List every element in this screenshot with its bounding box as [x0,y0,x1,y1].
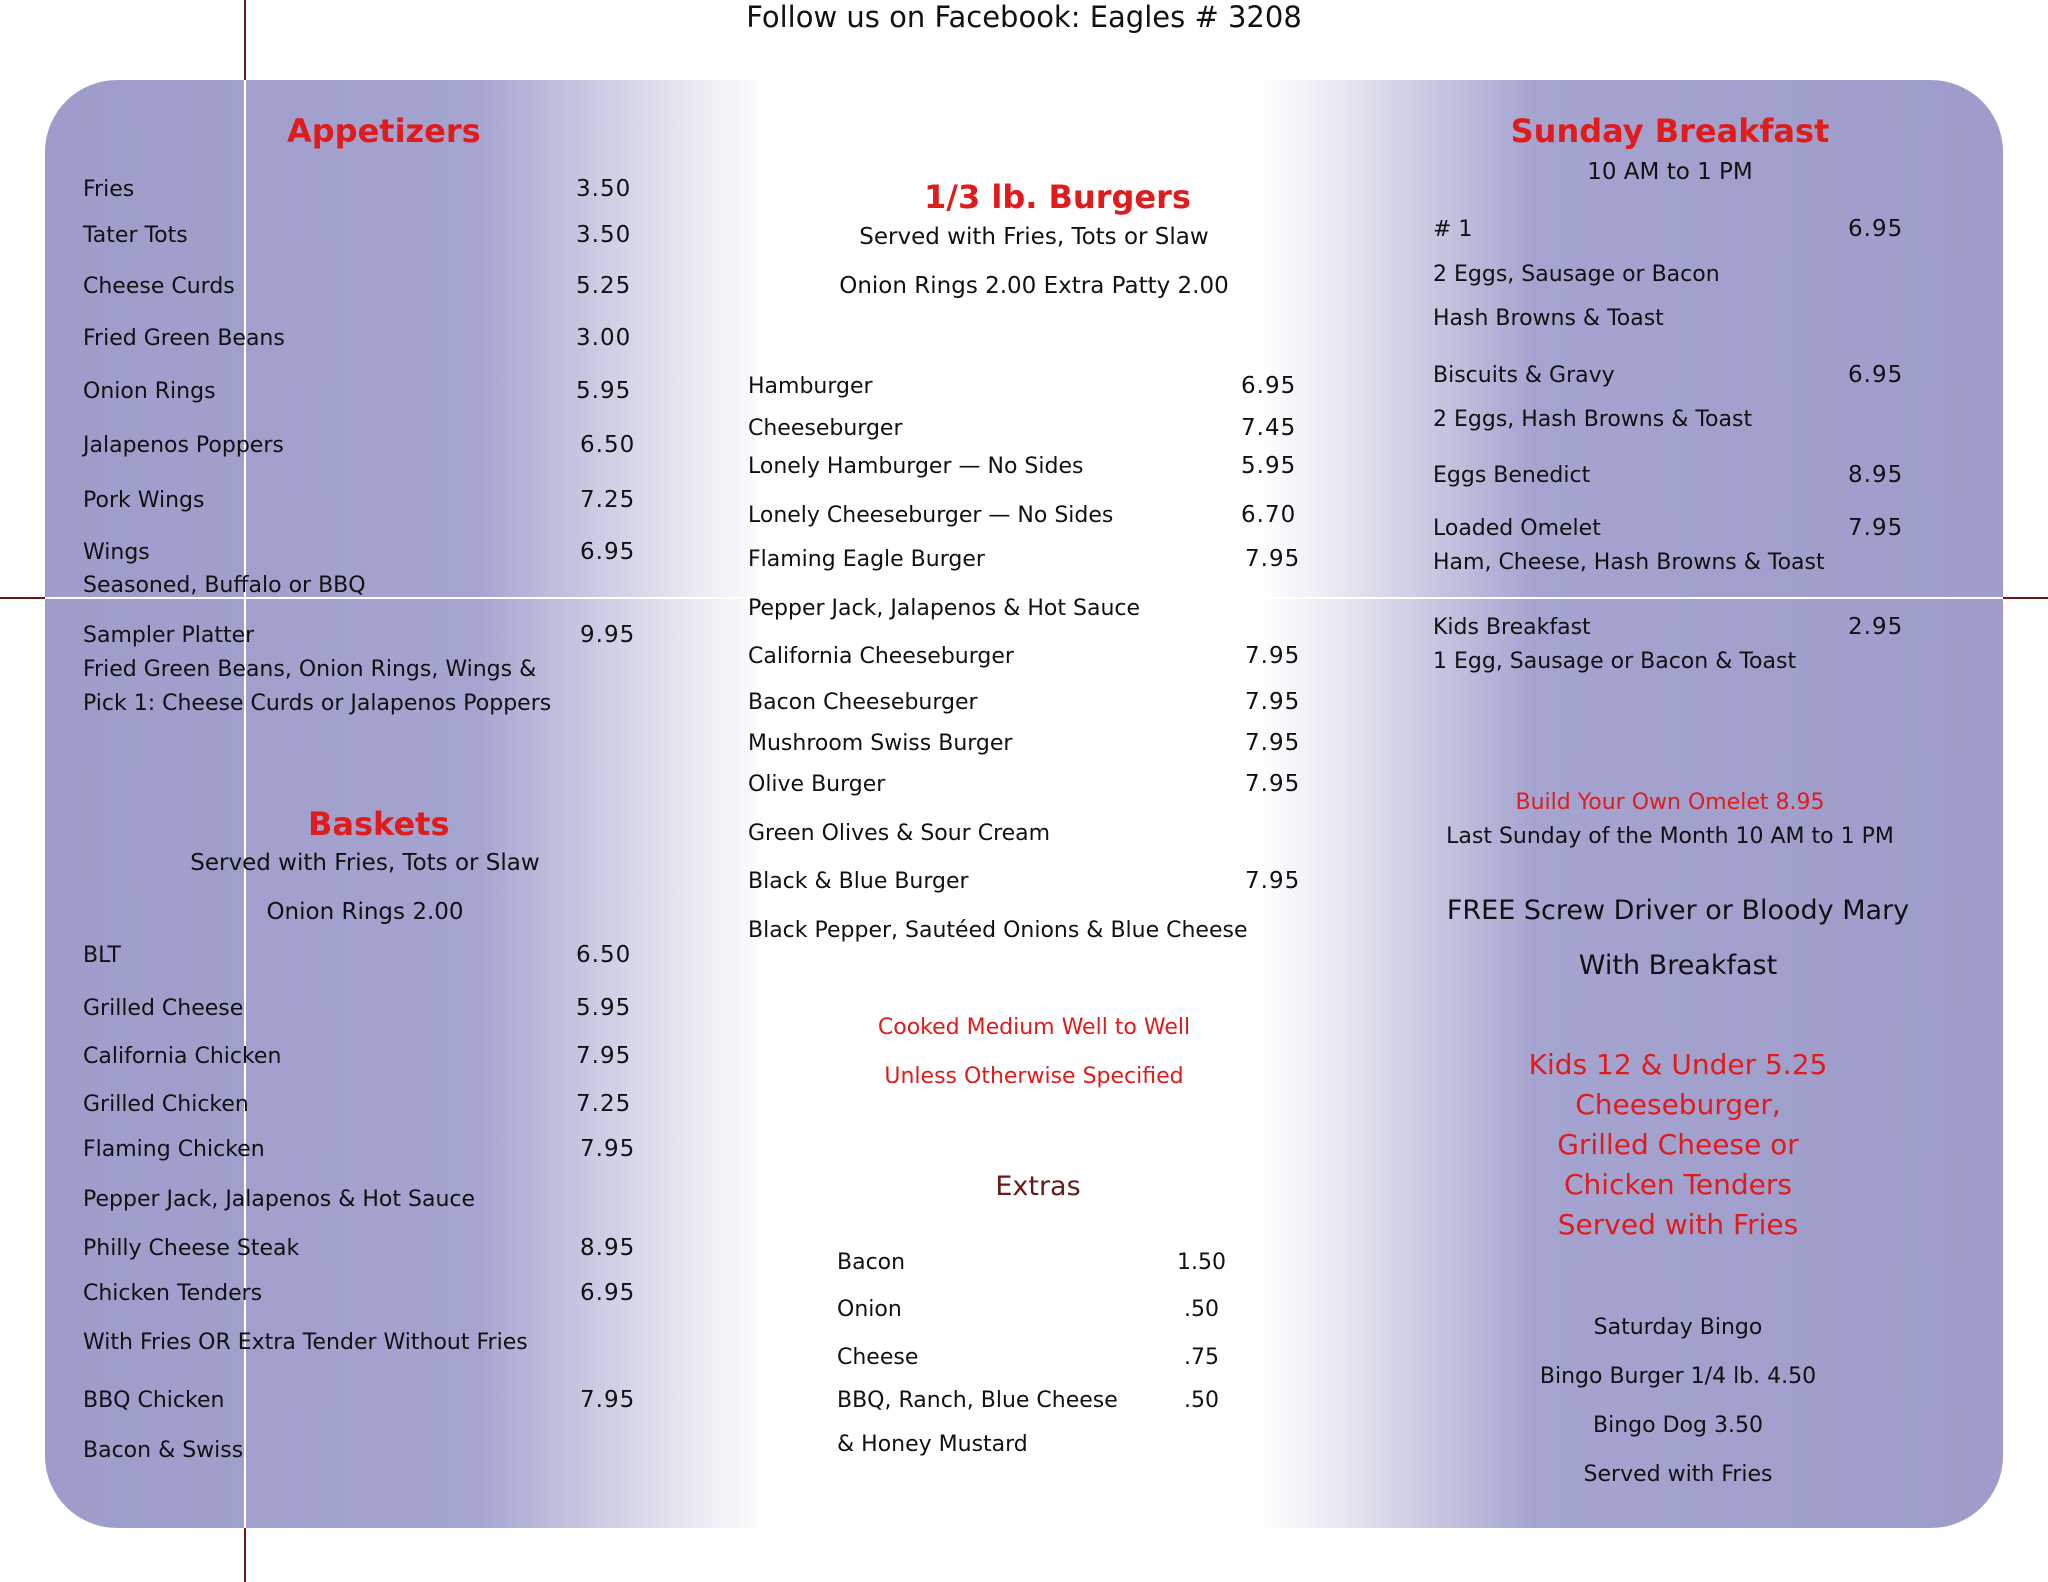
kids-menu-line: Kids 12 & Under 5.25 [1528,1048,1828,1081]
menu-item-price: 6.95 [1241,373,1297,399]
menu-item-name: Chicken Tenders [83,1281,263,1306]
menu-item-name: California Cheeseburger [748,644,1014,669]
extras-item-name: BBQ, Ranch, Blue Cheese [837,1388,1118,1413]
menu-item-desc: 2 Eggs, Sausage or Bacon [1433,262,1720,287]
cooked-note: Cooked Medium Well to Well [877,1015,1191,1040]
menu-item-name: Eggs Benedict [1433,463,1591,488]
menu-item-desc: Hash Browns & Toast [1433,306,1664,331]
menu-item-name: California Chicken [83,1044,282,1069]
menu-item-price: 7.95 [1245,546,1301,572]
menu-item-name: Pork Wings [83,488,205,513]
menu-item-price: 7.95 [1245,689,1301,715]
menu-item-name: Cheeseburger [748,416,903,441]
menu-item-price: 7.25 [576,1091,632,1117]
menu-item-name: Lonely Cheeseburger — No Sides [748,503,1114,528]
menu-item-price: 7.95 [580,1387,636,1413]
menu-item-name: Tater Tots [83,223,188,248]
extras-item-desc: & Honey Mustard [837,1432,1028,1457]
menu-item-price: 3.50 [576,222,632,248]
baskets-title: Baskets [308,805,450,843]
menu-item-price: 5.25 [576,273,632,299]
menu-item-desc: Black Pepper, Sautéed Onions & Blue Cheese [748,918,1248,943]
menu-item-name: Kids Breakfast [1433,615,1591,640]
menu-item-price: 7.95 [1245,868,1301,894]
appetizers-title: Appetizers [287,112,481,150]
menu-item-name: Cheese Curds [83,274,235,299]
menu-item-desc: Seasoned, Buffalo or BBQ [83,573,366,598]
burgers-note: Onion Rings 2.00 Extra Patty 2.00 [839,273,1229,299]
extras-item-name: Cheese [837,1345,919,1370]
bingo-line: Saturday Bingo [1593,1315,1763,1340]
menu-item-name: Sampler Platter [83,623,255,648]
menu-item-name: Jalapenos Poppers [83,433,284,458]
omelet-when: Last Sunday of the Month 10 AM to 1 PM [1446,824,1894,849]
free-drink-2: With Breakfast [1578,950,1778,981]
menu-item-desc: 1 Egg, Sausage or Bacon & Toast [1433,649,1797,674]
omelet-special: Build Your Own Omelet 8.95 [1515,790,1825,815]
kids-menu-line: Grilled Cheese or [1557,1128,1799,1161]
menu-item-name: Lonely Hamburger — No Sides [748,454,1084,479]
menu-item-name: Flaming Chicken [83,1137,265,1162]
menu-item-price: 6.95 [1848,216,1904,242]
menu-item-name: Bacon Cheeseburger [748,690,978,715]
kids-menu-line: Cheeseburger, [1575,1088,1781,1121]
menu-item-name: Wings [83,540,150,565]
menu-item-price: 8.95 [580,1235,636,1261]
menu-item-desc: Ham, Cheese, Hash Browns & Toast [1433,550,1825,575]
menu-item-name: Hamburger [748,374,873,399]
menu-item-price: 3.00 [576,325,632,351]
cooked-note-2: Unless Otherwise Specified [884,1064,1184,1089]
menu-item-name: Onion Rings [83,379,216,404]
menu-item-price: 5.95 [1241,453,1297,479]
menu-item-name: BBQ Chicken [83,1388,225,1413]
bingo-line: Bingo Dog 3.50 [1593,1413,1763,1438]
menu-item-desc: Fried Green Beans, Onion Rings, Wings & [83,657,537,682]
menu-item-price: 9.95 [580,622,636,648]
menu-item-name: Fried Green Beans [83,326,285,351]
menu-item-price: 3.50 [576,176,632,202]
menu-item-name: # 1 [1433,217,1473,242]
menu-item-price: 7.95 [1245,730,1301,756]
extras-title: Extras [995,1171,1081,1202]
menu-item-price: 8.95 [1848,462,1904,488]
burgers-subtitle: Served with Fries, Tots or Slaw [859,224,1209,250]
menu-item-price: 7.95 [580,1136,636,1162]
breakfast-hours: 10 AM to 1 PM [1587,159,1753,185]
menu-item-price: 7.45 [1241,415,1297,441]
menu-item-name: Olive Burger [748,772,886,797]
bingo-line: Bingo Burger 1/4 lb. 4.50 [1539,1364,1817,1389]
burgers-title: 1/3 lb. Burgers [924,178,1191,216]
menu-item-price: 6.95 [1848,362,1904,388]
menu-item-name: Grilled Cheese [83,996,244,1021]
menu-item-desc: Green Olives & Sour Cream [748,821,1051,846]
extras-item-price: 1.50 [1177,1250,1226,1275]
menu-item-name: Fries [83,177,135,202]
menu-item-price: 6.95 [580,539,636,565]
menu-item-name: Mushroom Swiss Burger [748,731,1013,756]
menu-item-name: BLT [83,943,121,968]
menu-item-name: Philly Cheese Steak [83,1236,300,1261]
menu-item-price: 7.95 [1245,643,1301,669]
menu-item-price: 6.70 [1241,502,1297,528]
menu-item-price: 7.95 [1245,771,1301,797]
menu-item-name: Bacon & Swiss [83,1438,244,1463]
menu-item-price: 7.25 [580,487,636,513]
kids-menu-line: Served with Fries [1557,1208,1799,1241]
menu-item-price: 7.95 [576,1043,632,1069]
menu-item-name: Flaming Eagle Burger [748,547,985,572]
free-drink: FREE Screw Driver or Bloody Mary [1446,895,1910,926]
menu-item-desc: 2 Eggs, Hash Browns & Toast [1433,407,1753,432]
menu-item-desc: Pepper Jack, Jalapenos & Hot Sauce [748,596,1141,621]
baskets-subtitle: Served with Fries, Tots or Slaw [190,850,540,876]
kids-menu-line: Chicken Tenders [1564,1168,1792,1201]
menu-item-desc: Pepper Jack, Jalapenos & Hot Sauce [83,1187,476,1212]
menu-item-price: 2.95 [1848,614,1904,640]
menu-item-price: 5.95 [576,995,632,1021]
extras-item-name: Onion [837,1297,902,1322]
facebook-banner: Follow us on Facebook: Eagles # 3208 [746,0,1302,34]
extras-item-price: .75 [1184,1345,1219,1370]
menu-item-name: Biscuits & Gravy [1433,363,1615,388]
menu-item-desc: Pick 1: Cheese Curds or Jalapenos Poppers [83,691,552,716]
fold-line-vertical [244,80,246,1528]
extras-item-price: .50 [1184,1297,1219,1322]
menu-item-price: 6.50 [580,432,636,458]
menu-item-desc: With Fries OR Extra Tender Without Fries [83,1330,528,1355]
menu-item-name: Black & Blue Burger [748,869,969,894]
extras-item-price: .50 [1184,1388,1219,1413]
menu-item-name: Grilled Chicken [83,1092,249,1117]
menu-item-price: 5.95 [576,378,632,404]
baskets-note: Onion Rings 2.00 [266,899,464,925]
menu-item-price: 6.50 [576,942,632,968]
menu-item-price: 6.95 [580,1280,636,1306]
breakfast-title: Sunday Breakfast [1510,112,1830,150]
extras-item-name: Bacon [837,1250,906,1275]
menu-item-price: 7.95 [1848,515,1904,541]
menu-item-name: Loaded Omelet [1433,516,1601,541]
bingo-line: Served with Fries [1583,1462,1773,1487]
